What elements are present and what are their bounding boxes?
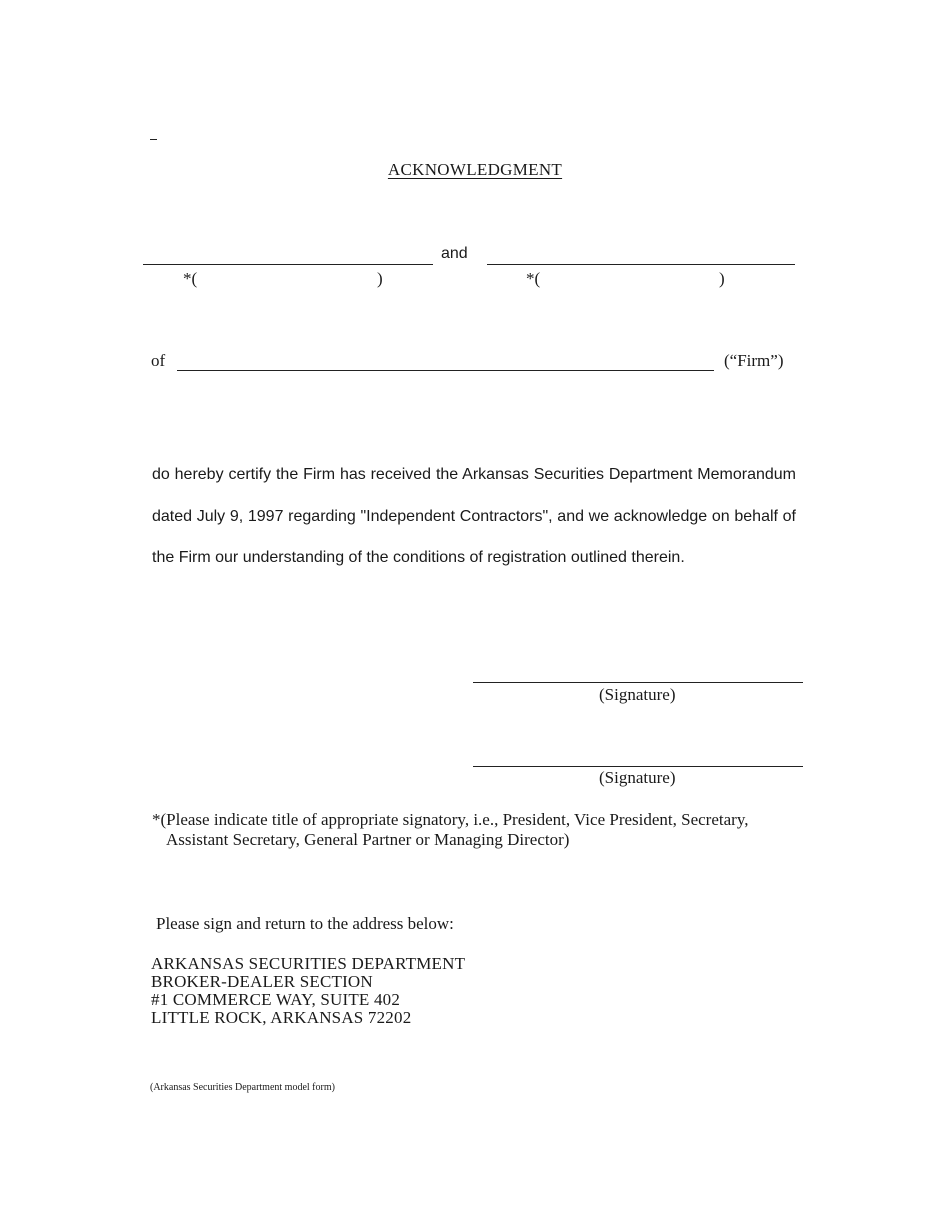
of-label: of [151,351,166,370]
certification-paragraph: do hereby certify the Firm has received the Arkansas Securities Department Memorandum dated July 9, 1997 regarding "Independent Contractors", and we acknowledge on behalf of the Firm our understanding of the conditions of registration outlined therein. [152,466,796,566]
officer-2-name-field[interactable] [487,264,795,265]
and-joiner: and [441,245,468,262]
address-line: ARKANSAS SECURITIES DEPARTMENT [151,954,466,973]
signatory-note [152,810,748,850]
signature-label-2: (Signature) [599,768,676,787]
page-title: ACKNOWLEDGMENT [387,160,563,179]
return-instruction: Please sign and return to the address below: [156,914,454,933]
signature-label-1: (Signature) [599,685,676,704]
mailing-address [151,955,465,1027]
signature-line-2[interactable] [473,766,803,767]
officer-2-title-close: ) [719,269,725,288]
model-form-footer: (Arkansas Securities Department model form) [150,1082,335,1093]
stray-dash-mark [150,139,157,140]
officer-1-title-close: ) [377,269,383,288]
officer-2-title-open: *( [526,269,541,288]
address-line: #1 COMMERCE WAY, SUITE 402 [151,990,401,1009]
address-line: BROKER-DEALER SECTION [151,972,373,991]
officer-1-name-field[interactable] [143,264,433,265]
signatory-note-line-2: Assistant Secretary, General Partner or Managing Director) [166,830,570,849]
officer-1-title-open: *( [183,269,198,288]
address-line: LITTLE ROCK, ARKANSAS 72202 [151,1008,412,1027]
signature-line-1[interactable] [473,682,803,683]
firm-label: (“Firm”) [724,351,784,370]
firm-name-field[interactable] [177,370,714,371]
signatory-note-line-1: *(Please indicate title of appropriate signatory, i.e., President, Vice President, Secretary, [152,810,749,829]
